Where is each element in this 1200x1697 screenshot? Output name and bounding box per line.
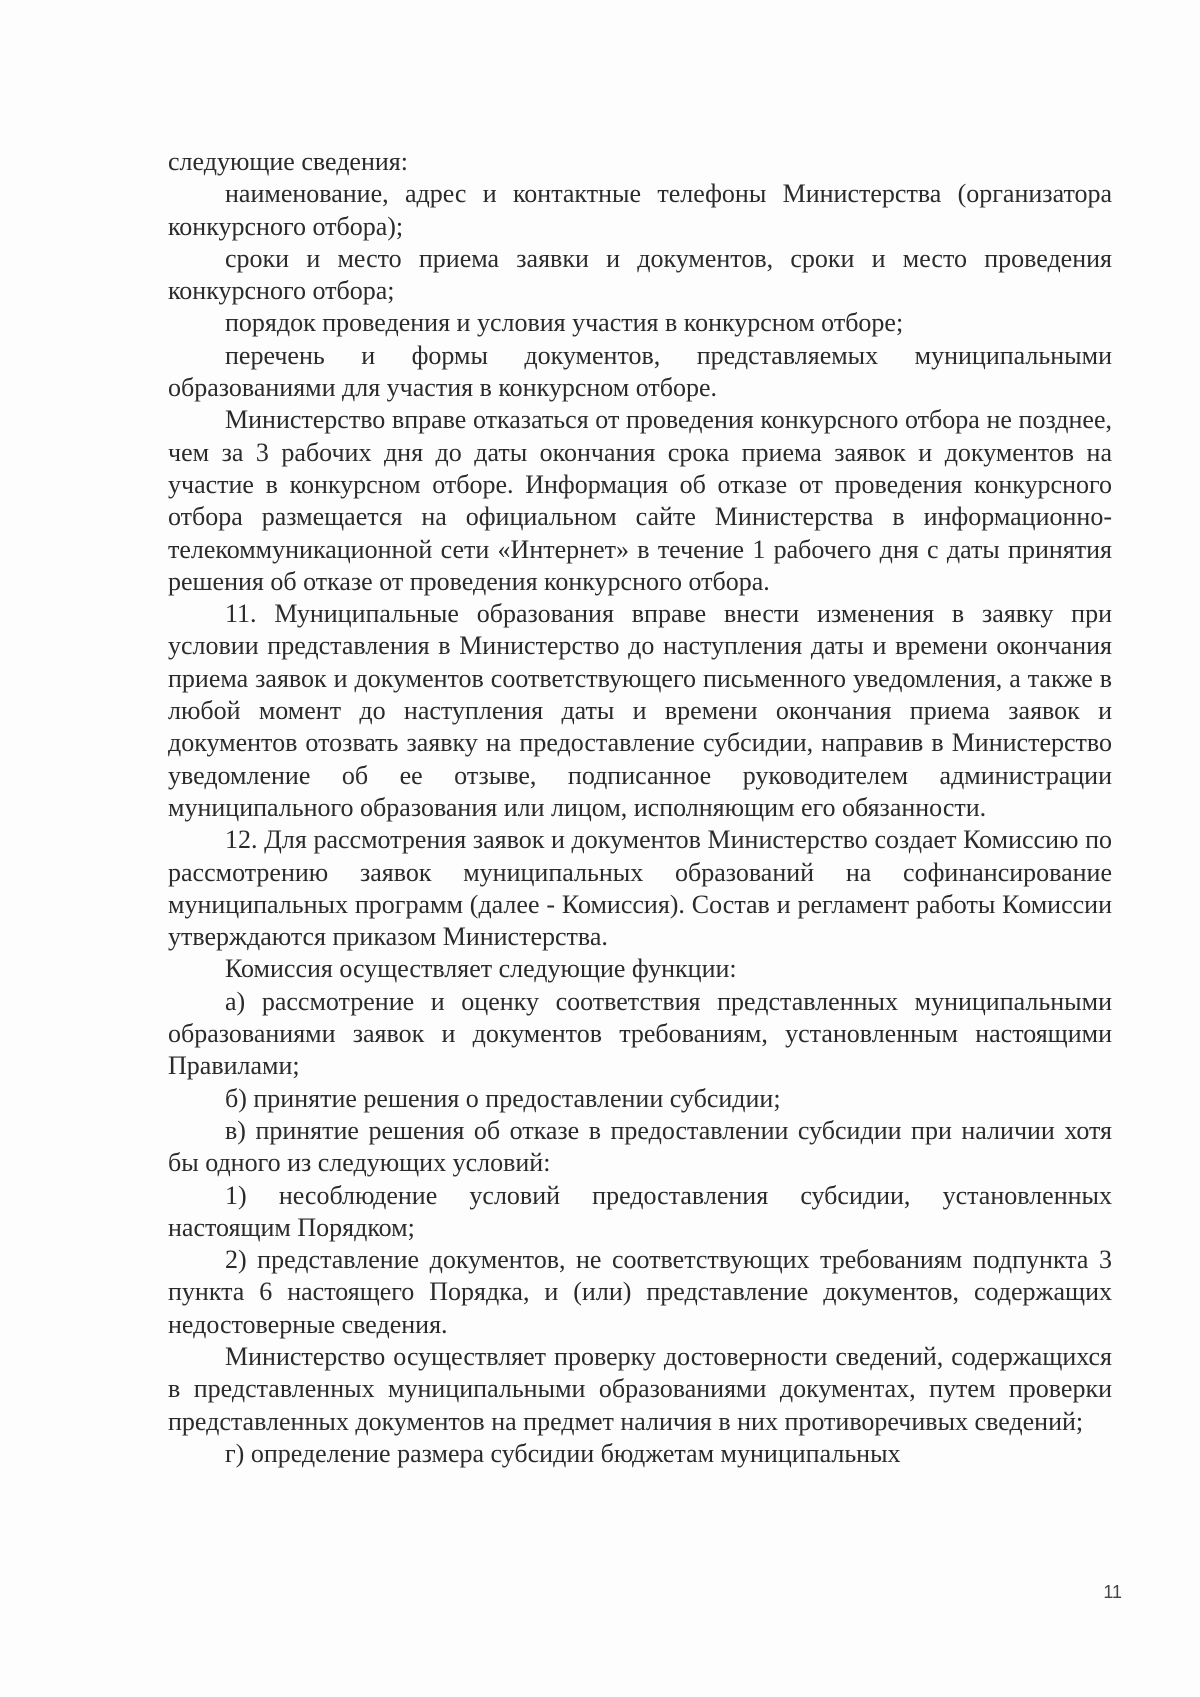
paragraph-commission-functions: Комиссия осуществляет следующие функции: bbox=[225, 954, 737, 984]
paragraph-item-name-address: наименование, адрес и контактные телефоны Министерства (организатора конкурсного отбора); bbox=[168, 179, 1112, 241]
paragraph-refusal-right: Министерство вправе отказаться от проведения конкурсного отбора не позднее, чем за 3 рабочих дня до даты окончания срока приема заявок и документов на участие в конкурсном отборе. Информация об отказе от проведения конкурсного отбора размещается на официальном сайте Министерства в информационно-телекоммуникационной сети «Интернет» в течение 1 рабочего дня с даты принятия решения об отказе от проведения конкурсного отбора. bbox=[168, 405, 1112, 596]
paragraph-function-b: б) принятие решения о предоставлении субсидии; bbox=[225, 1083, 781, 1113]
paragraph-verification: Министерство осуществляет проверку достоверности сведений, содержащихся в представленных муниципальными образованиями документах, путем проверки представленных документов на предмет наличия в них противоречивых сведений; bbox=[168, 1341, 1112, 1436]
page-number: 11 bbox=[1103, 1582, 1122, 1602]
paragraph-function-g: г) определение размера субсидии бюджетам муниципальных bbox=[225, 1438, 901, 1468]
paragraph-clause-12: 12. Для рассмотрения заявок и документов Министерство создает Комиссию по рассмотрению заявок муниципальных образований на софинансирование муниципальных программ (далее - Комиссия). Состав и регламент работы Комиссии утверждаются приказом Министерства. bbox=[168, 825, 1112, 952]
paragraph-item-document-list: перечень и формы документов, представляемых муниципальными образованиями для участия в конкурсном отборе. bbox=[168, 340, 1112, 403]
paragraph-item-deadlines: сроки и место приема заявки и документов, сроки и место проведения конкурсного отбора; bbox=[168, 243, 1112, 306]
paragraph-condition-1: 1) несоблюдение условий предоставления субсидии, установленных настоящим Порядком; bbox=[168, 1180, 1112, 1242]
paragraph-item-procedure: порядок проведения и условия участия в конкурсном отборе; bbox=[225, 308, 904, 338]
paragraph-condition-2: 2) представление документов, не соответствующих требованиям подпункта 3 пункта 6 настоящего Порядка, и (или) представление документов, содержащих недостоверные сведения. bbox=[168, 1245, 1112, 1339]
paragraph-continuation: следующие сведения: bbox=[168, 147, 408, 176]
document-body bbox=[168, 146, 1112, 1470]
paragraph-clause-11: 11. Муниципальные образования вправе внести изменения в заявку при условии представления в Министерство до наступления даты и времени окончания приема заявок и документов соответствующего письменного уведомления, а также в любой момент до наступления даты и времени окончания приема заявок и документов отозвать заявку на предоставление субсидии, направив в Министерство уведомление об ее отзыве, подписанное руководителем администрации муниципального образования или лицом, исполняющим его обязанности. bbox=[168, 599, 1112, 822]
paragraph-function-a: а) рассмотрение и оценку соответствия представленных муниципальными образованиями заявок и документов требованиям, установленным настоящими Правилами; bbox=[168, 986, 1112, 1081]
paragraph-function-v: в) принятие решения об отказе в предоставлении субсидии при наличии хотя бы одного из следующих условий: bbox=[168, 1115, 1112, 1178]
